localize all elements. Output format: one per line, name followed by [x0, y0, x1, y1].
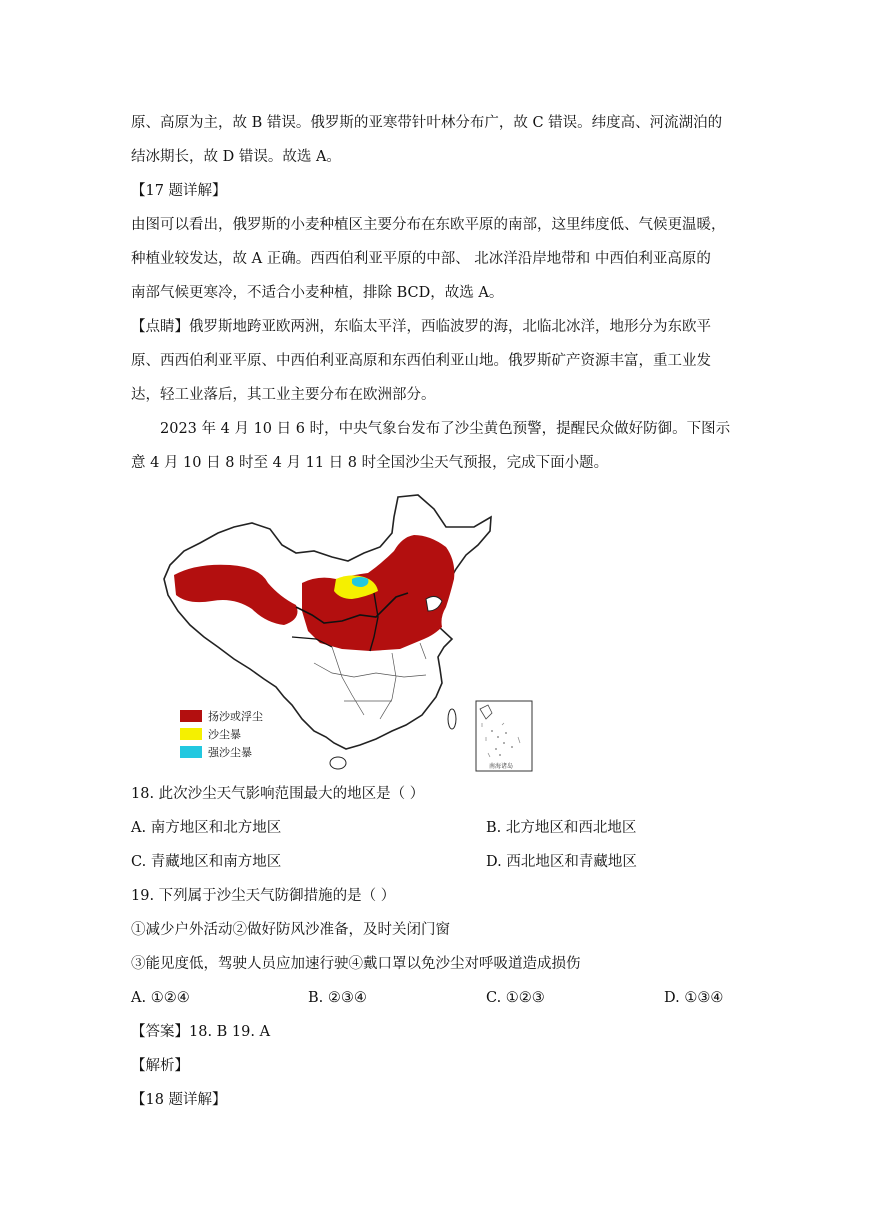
option-18-d: D. 西北地区和青藏地区 — [486, 854, 637, 870]
legend-swatch — [180, 728, 202, 740]
legend-label: 扬沙或浮尘 — [208, 710, 263, 723]
legend-swatch — [180, 746, 202, 758]
taiwan-island — [448, 709, 456, 729]
paragraph-line: 结冰期长，故 D 错误。故选 A。 — [131, 149, 341, 165]
legend-item — [180, 707, 263, 725]
section-heading: 【17 题详解】 — [131, 183, 227, 199]
paragraph-line: 南部气候更寒冷，不适合小麦种植，排除 BCD，故选 A。 — [131, 285, 504, 301]
answer-line: 【答案】18. B 19. A — [131, 1024, 271, 1040]
option-19-c: C. ①②③ — [486, 990, 545, 1006]
paragraph-line: 原、西西伯利亚平原、中西伯利亚高原和东西伯利亚山地。俄罗斯矿产资源丰富，重工业发 — [131, 353, 711, 369]
hainan-island — [330, 757, 346, 769]
option-19-d: D. ①③④ — [664, 990, 724, 1006]
paragraph-line: 种植业较发达，故 A 正确。西西伯利亚平原的中部、 北冰洋沿岸地带和 中西伯利亚高原的 — [131, 251, 711, 267]
statement-line: ③能见度低，驾驶人员应加速行驶④戴口罩以免沙尘对呼吸道造成损伤 — [131, 956, 581, 972]
map-legend — [180, 707, 263, 761]
option-18-a: A. 南方地区和北方地区 — [131, 820, 282, 836]
question-18: 18. 此次沙尘天气影响范围最大的地区是（ ） — [131, 786, 425, 802]
analysis-heading: 【解析】 — [131, 1058, 189, 1074]
section-heading: 【18 题详解】 — [131, 1092, 227, 1108]
legend-label: 强沙尘暴 — [208, 746, 252, 759]
statement-line: ①减少户外活动②做好防风沙准备，及时关闭门窗 — [131, 922, 450, 938]
paragraph-line: 【点睛】俄罗斯地跨亚欧两洲，东临太平洋，西临波罗的海，北临北冰洋，地形分为东欧平 — [131, 319, 711, 335]
paragraph-line: 意 4 月 10 日 8 时至 4 月 11 日 8 时全国沙尘天气预报，完成下面小题。 — [131, 455, 609, 471]
legend-item — [180, 743, 263, 761]
option-19-b: B. ②③④ — [308, 990, 367, 1006]
paragraph-line: 由图可以看出，俄罗斯的小麦种植区主要分布在东欧平原的南部，这里纬度低、气候更温暖， — [131, 217, 726, 233]
question-19: 19. 下列属于沙尘天气防御措施的是（ ） — [131, 888, 396, 904]
inset-label: 南海诸岛 — [489, 763, 514, 770]
legend-item — [180, 725, 263, 743]
sandstorm-forecast-map — [156, 487, 546, 777]
legend-swatch — [180, 710, 202, 722]
option-18-b: B. 北方地区和西北地区 — [486, 820, 637, 836]
paragraph-line: 达，轻工业落后，其工业主要分布在欧洲部分。 — [131, 387, 436, 403]
paragraph-line: 2023 年 4 月 10 日 6 时，中央气象台发布了沙尘黄色预警，提醒民众做好防御。下图示 — [160, 421, 731, 437]
legend-label: 沙尘暴 — [208, 728, 241, 741]
paragraph-line: 原、高原为主，故 B 错误。俄罗斯的亚寒带针叶林分布广，故 C 错误。纬度高、河流湖泊的 — [131, 115, 723, 131]
option-18-c: C. 青藏地区和南方地区 — [131, 854, 282, 870]
option-19-a: A. ①②④ — [131, 990, 190, 1006]
